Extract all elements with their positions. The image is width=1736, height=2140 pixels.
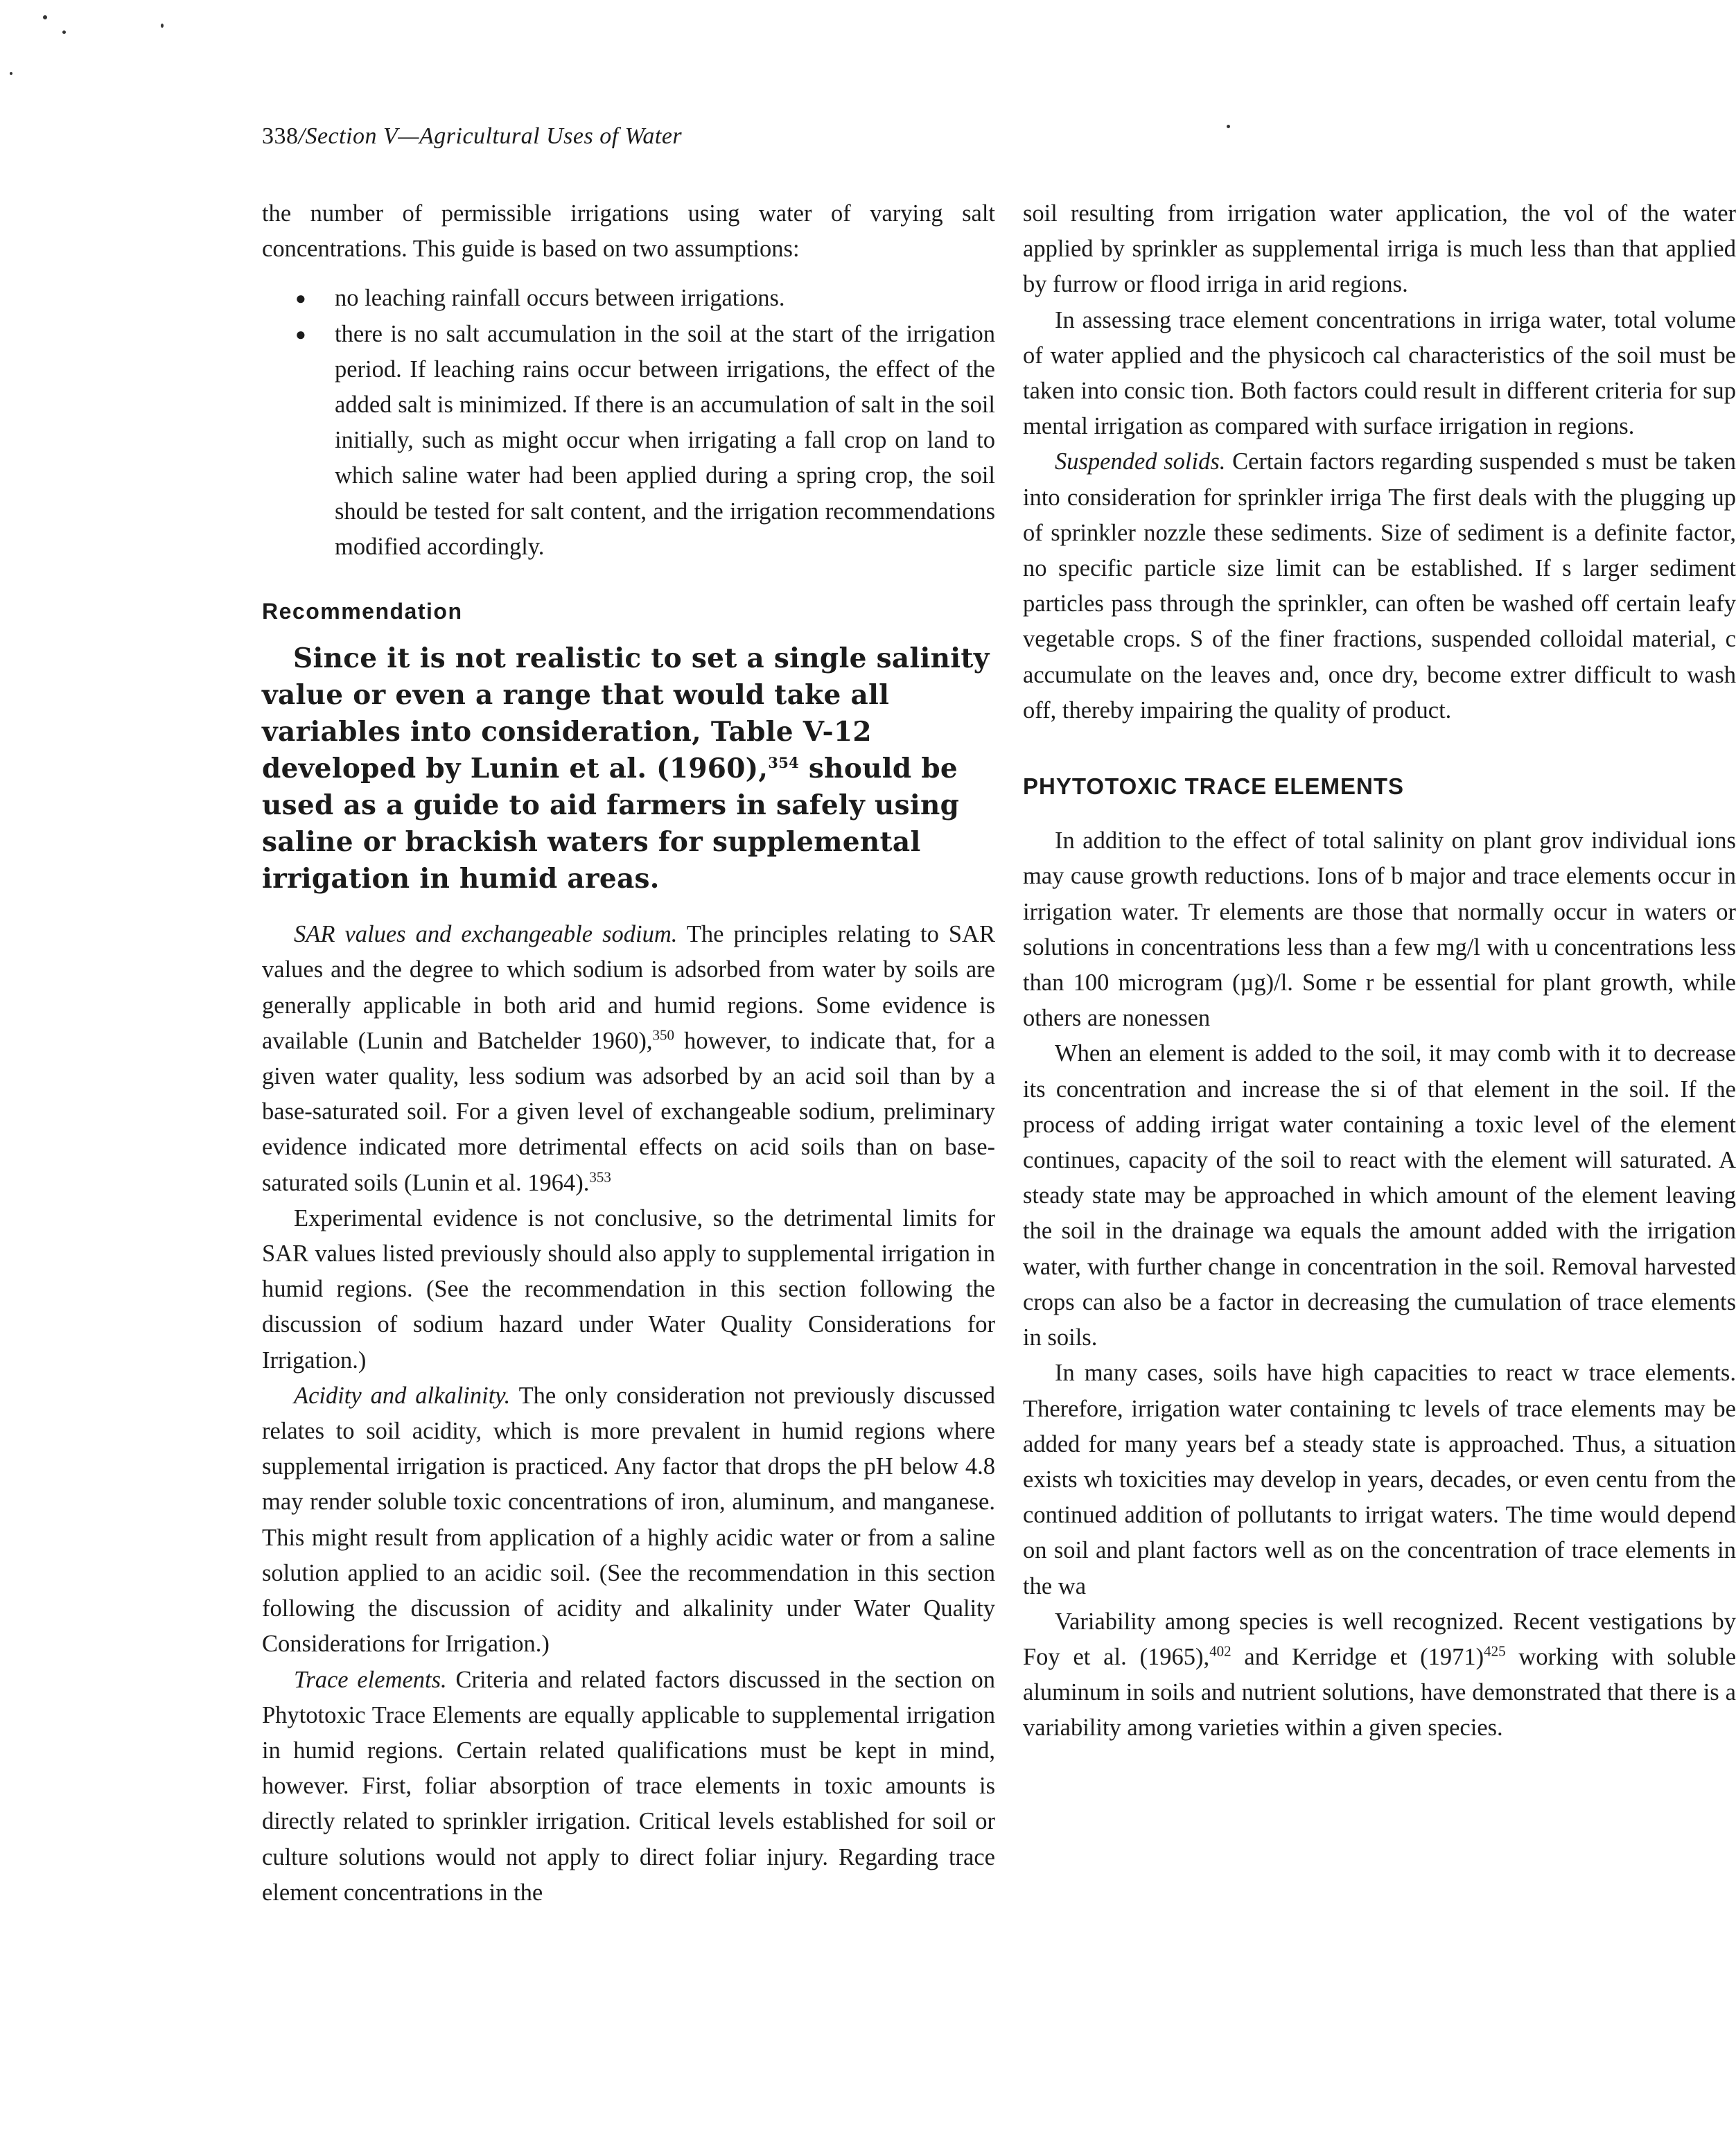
left-column <box>262 196 995 1911</box>
suspended-paragraph <box>1023 444 1736 728</box>
capacity-paragraph: In many cases, soils have high capacities to react w trace elements. Therefore, irrigation water containing tc levels of trace elements may be added for many years bef a steady state is approached. Thus, a situation exists wh toxicities may develop in years, decades, or even centu from the continued addition of pollutants to irrigat waters. The time would depend on soil and plant factors well as on the concentration of trace elements in the wa <box>1023 1360 1736 1599</box>
speck-mark <box>161 24 164 28</box>
sar-text-b: however, to indicate that, for a given water quality, less sodium was adsorbed by an acid soil than by a base-saturated soil. For a given level of exchangeable sodium, preliminary evidence indicated more detrimental effects on acid soils than on base-saturated soils (Lunin et al. 1964). <box>262 1027 995 1196</box>
assumption-item: ● there is no salt accumulation in the soil at the start of the irrigation period. If leaching rains occur between irrigations, the effect of the added salt is minimized. If there is an accumulation of salt in the soil initially, such as might occur when irrigating a fall crop on land to which saline water had been applied during a spring crop, the soil should be tested for salt content, and the irrigation recommendations modified accordingly. <box>295 317 995 565</box>
reference-superscript: 353 <box>589 1168 611 1186</box>
experimental-paragraph: Experimental evidence is not conclusive, so the detrimental limits for SAR values listed previously should also apply to supplemental irrigation in humid regions. (See the recommendation in this section following the discussion of sodium hazard under Water Quality Considerations for Irrigation.) <box>262 1204 995 1374</box>
recommendation-text <box>262 640 995 897</box>
section-heading: PHYTOTOXIC TRACE ELEMENTS <box>1023 773 1405 800</box>
trace-text: Criteria and related factors discussed in the section on Phytotoxic Trace Elements are equally applicable to supplemental irrigation in humid regions. Certain related qualifications must be kept in mind, however. First, foliar absorption of trace elements in toxic amounts is directly related to sprinkler irrigation. Critical levels established for soil or culture solutions would not apply to direct foliar injury. Regarding trace element concentrations in the <box>262 1666 995 1906</box>
reference-superscript: 354 <box>768 754 800 772</box>
reference-superscript: 350 <box>652 1026 674 1044</box>
page-number: 338 <box>262 123 299 149</box>
recommendation-text-a: Since it is not realistic to set a single salinity value or even a range that would take all variables into consideration, Table V-12 developed by Lunin et al. (1960), <box>262 642 990 785</box>
trace-paragraph <box>262 1663 995 1911</box>
sar-title: SAR values and exchangeable sodium. <box>294 921 678 948</box>
speck-mark <box>1227 125 1230 128</box>
acidity-paragraph <box>262 1378 995 1663</box>
suspended-text: Certain factors regarding suspended s must be taken into consideration for sprinkler irriga The first deals with the plugging up of sprinkler nozzle these sediments. Size of sediment is a definite factor, no specific particle size limit can be established. If s larger sediment particles pass through the sprinkler, can often be washed off certain leafy vegetable crops. S of the finer fractions, suspended colloidal material, c accumulate on the leaves and, once dry, become extrer difficult to wash off, thereby impairing the quality of product. <box>1023 448 1736 723</box>
speck-mark <box>10 72 12 75</box>
assumption-item: ● no leaching rainfall occurs between irrigations. <box>295 281 995 316</box>
reference-superscript: 425 <box>1484 1642 1506 1660</box>
section-title: /Section V—Agricultural Uses of Water <box>298 123 683 149</box>
right-column <box>1023 196 1736 2123</box>
speck-mark <box>62 30 66 34</box>
sar-paragraph <box>262 917 995 1201</box>
variability-text-a: Variability among species is well recognized. Recent vestigations by Foy et al. (1965), <box>1023 1608 1736 1670</box>
variability-text-b: and Kerridge et (1971) <box>1231 1643 1484 1670</box>
recommendation-text-b: should be used as a guide to aid farmers in safely using saline or brackish waters for supplemental irrigation in humid areas. <box>262 753 960 895</box>
sar-text-a: The principles relating to SAR values and the degree to which sodium is adsorbed from water by soils are generally applicable in both arid and humid regions. Some evidence is available (Lunin and Batchelder 1960), <box>262 921 995 1054</box>
continuation-paragraph: soil resulting from irrigation water application, the vol of the water applied by sprinkler as supplemental irriga is much less than that applied by furrow or flood irriga in arid regions. <box>1023 200 1736 298</box>
variability-text-c: working with soluble aluminum in soils and nutrient solutions, have demonstrated that there is a variability among varieties within a given species. <box>1023 1643 1736 1742</box>
assumption-list <box>295 281 995 565</box>
acidity-title: Acidity and alkalinity. <box>294 1382 511 1409</box>
running-header <box>262 123 682 150</box>
steady-state-paragraph: When an element is added to the soil, it may comb with it to decrease its concentration and increase the si of that element in the soil. If the process of adding irrigat water containing a toxic level of the element continues, capacity of the soil to react with the element will saturated. A steady state may be approached in which amount of the element leaving the soil in the drainage wa equals the amount added with the irrigation water, with further change in concentration in the soil. Removal harvested crops can also be a factor in decreasing the cumulation of trace elements in soils. <box>1023 1040 1736 1351</box>
assessing-paragraph: In assessing trace element concentrations in irriga water, total volume of water applied and the physicoch cal characteristics of the soil must be taken into consic tion. Both factors could result in different criteria for sup mental irrigation as compared with surface irrigation in regions. <box>1023 306 1736 440</box>
suspended-title: Suspended solids. <box>1055 448 1226 475</box>
trace-title: Trace elements. <box>294 1666 447 1693</box>
reference-superscript: 402 <box>1209 1642 1231 1660</box>
recommendation-heading: Recommendation <box>262 599 463 624</box>
intro-paragraph: the number of permissible irrigations using water of varying salt concentrations. This guide is based on two assumptions: <box>262 200 995 263</box>
acidity-text: The only consideration not previously discussed relates to soil acidity, which is more prevalent in humid regions where supplemental irrigation is practiced. Any factor that drops the pH below 4.8 may render soluble toxic concentrations of iron, aluminum, and manganese. This might result from application of a highly acidic water or from a saline solution applied to an acidic soil. (See the recommendation in this section following the discussion of acidity and alkalinity under Water Quality Considerations for Irrigation.) <box>262 1382 995 1658</box>
addition-paragraph: In addition to the effect of total salinity on plant grov individual ions may cause growth reductions. Ions of b major and trace elements occur in irrigation water. Tr elements are those that normally occur in waters or solutions in concentrations less than a few mg/l with u concentrations less than 100 microgram (µg)/l. Some r be essential for plant growth, while others are nonessen <box>1023 827 1736 1032</box>
variability-paragraph <box>1023 1604 1736 1746</box>
speck-mark <box>43 15 47 19</box>
